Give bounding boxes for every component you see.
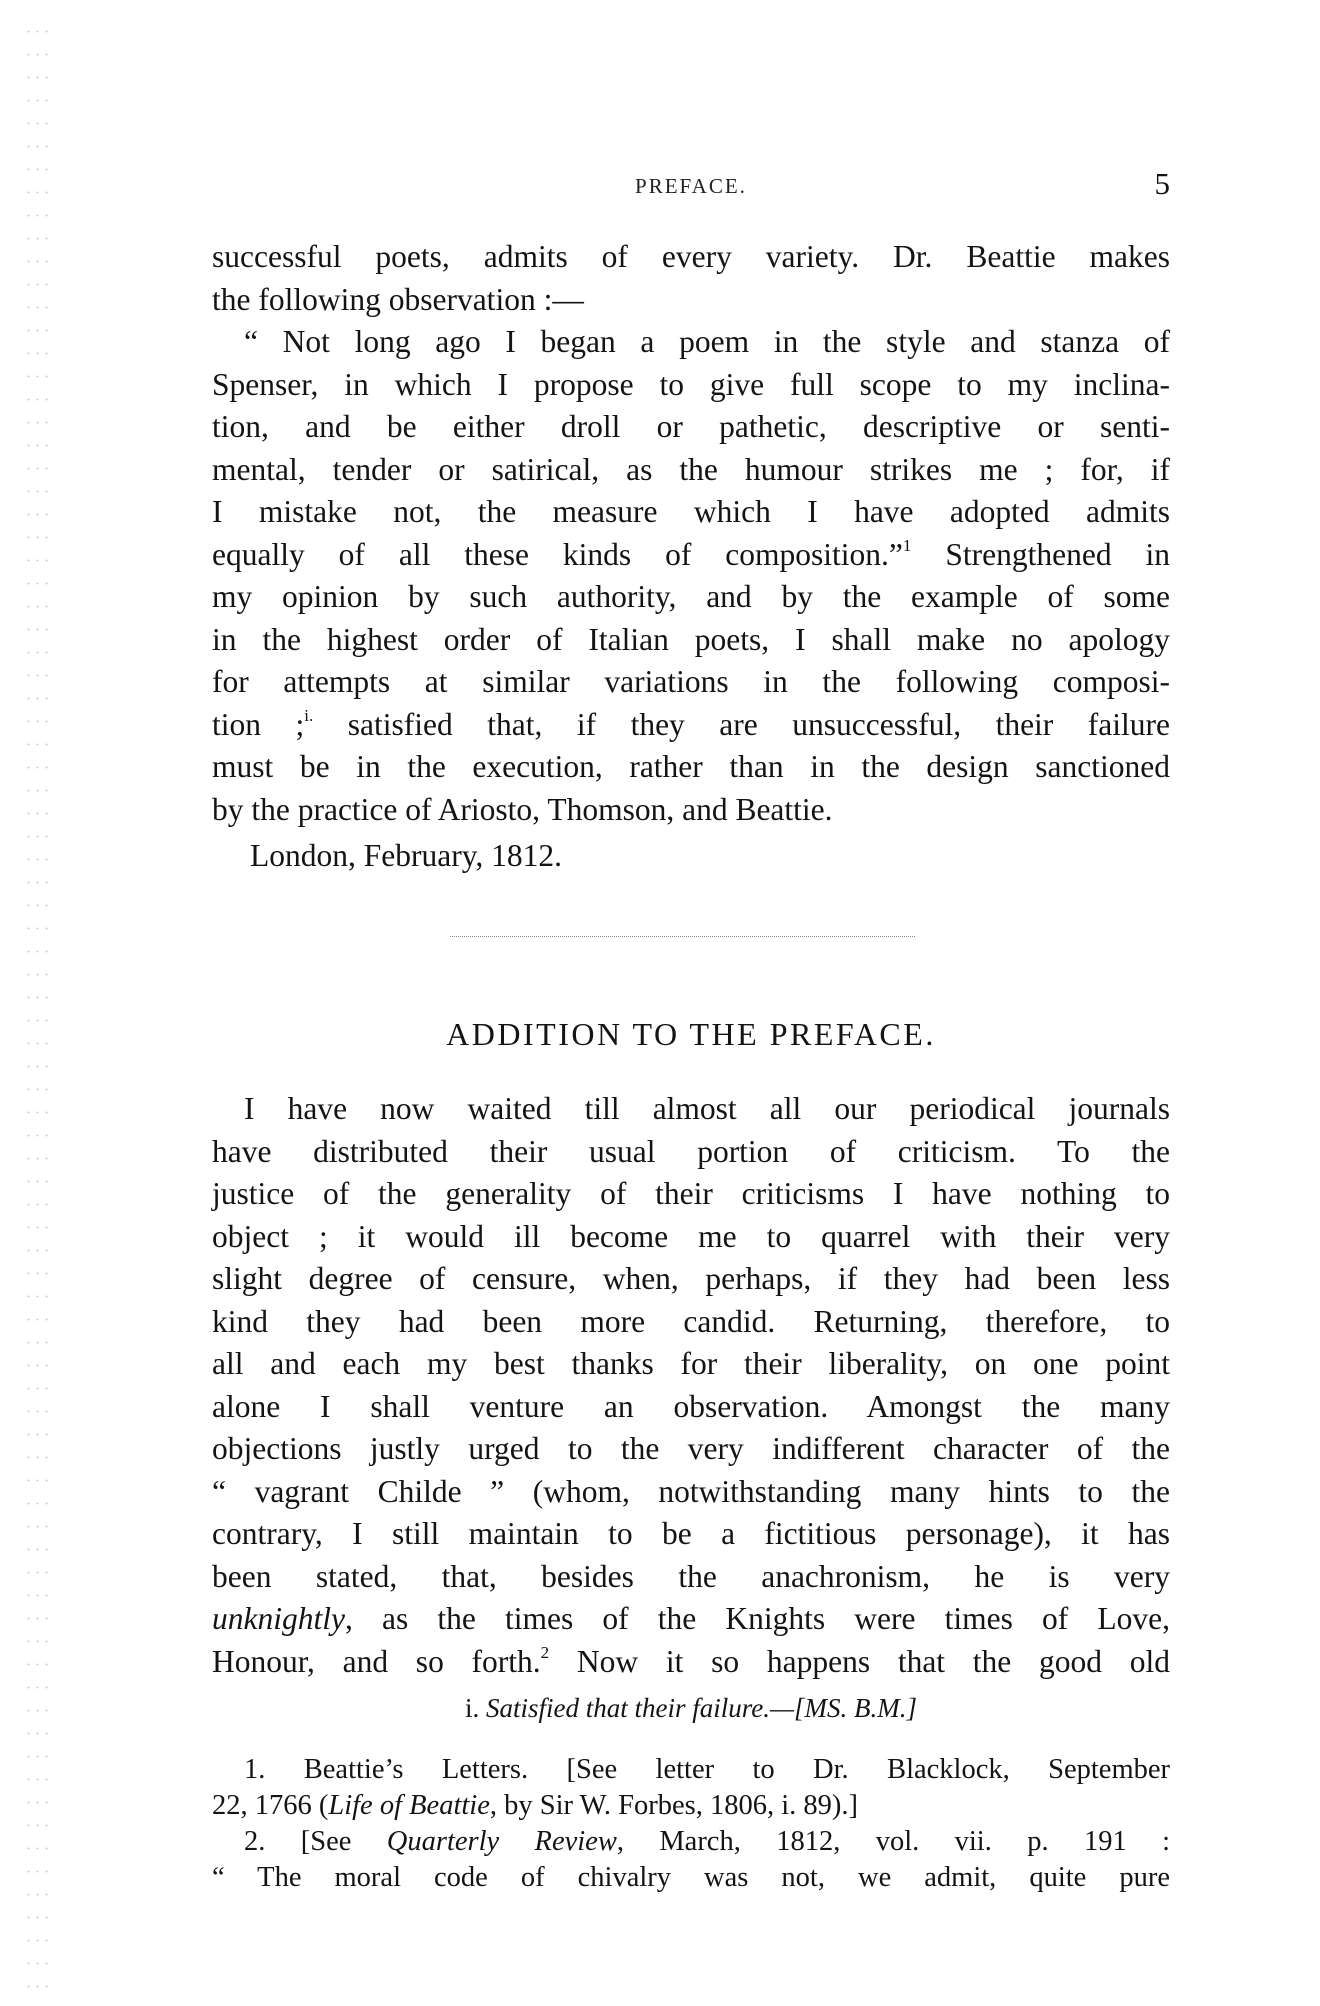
text-fragment: , as the times of the Knights were times of Love, — [344, 1601, 1170, 1636]
text-fragment: 22, 1766 ( — [212, 1790, 329, 1821]
quote-line: mental, tender or satirical, as the humour strikes me ; for, if — [212, 451, 1170, 487]
footnote-2-line — [212, 1824, 1170, 1860]
text-fragment: satisfied that, if they are unsuccessful, their failure — [347, 706, 1170, 742]
signoff: London, February, 1812. — [250, 838, 563, 873]
text-fragment: Strengthened in — [945, 536, 1171, 572]
quote-line — [212, 534, 1170, 577]
text-line: successful poets, admits of every variety. Dr. Beattie makes — [212, 239, 1170, 274]
journal-title: Quarterly Review — [386, 1826, 617, 1857]
text-line: the following observation :— — [212, 281, 584, 317]
text-line — [212, 1598, 1170, 1641]
footnote-ref-2[interactable]: 2 — [540, 1642, 550, 1662]
section-heading: ADDITION TO THE PREFACE. — [446, 1016, 936, 1052]
text-line: have distributed their usual portion of criticism. To the — [212, 1133, 1170, 1169]
text-line — [212, 704, 1170, 747]
text-fragment: Honour, and so forth. — [212, 1643, 541, 1679]
quote-line: I mistake not, the measure which I have adopted admits — [212, 494, 1170, 529]
text-line: for attempts at similar variations in the following composi- — [212, 664, 1170, 699]
footnote-1-line: 1. Beattie’s Letters. [See letter to Dr. Blacklock, September — [244, 1754, 1170, 1785]
quote-line: tion, and be either droll or pathetic, descriptive or senti- — [212, 409, 1170, 444]
text-line: alone I shall venture an observation. Amongst the many — [212, 1388, 1170, 1424]
book-title: Life of Beattie — [328, 1790, 490, 1821]
scan-margin-noise — [24, 20, 54, 2000]
running-title: PREFACE. — [635, 174, 747, 198]
text-fragment: , March, 1812, vol. vii. p. 191 : — [616, 1826, 1170, 1857]
page-number: 5 — [1154, 166, 1170, 201]
text-line: been stated, that, besides the anachronism, he is very — [212, 1558, 1170, 1594]
footnotes — [212, 1752, 1170, 1896]
manuscript-variant-note — [212, 1693, 1170, 1724]
text-line: contrary, I still maintain to be a fictitious personage), it has — [212, 1516, 1170, 1551]
text-line: object ; it would ill become me to quarrel with their very — [212, 1218, 1170, 1254]
text-line: must be in the execution, rather than in the design sanctioned — [212, 749, 1170, 784]
text-line: in the highest order of Italian poets, I shall make no apology — [212, 621, 1170, 657]
text-line: all and each my best thanks for their liberality, on one point — [212, 1346, 1170, 1381]
text-fragment: tion ; — [212, 706, 305, 742]
text-line: “ vagrant Childe ” (whom, notwithstanding many hints to the — [212, 1473, 1170, 1509]
quote-end-text: equally of all these kinds of composition.” — [212, 536, 903, 572]
italic-word: unknightly — [212, 1601, 345, 1636]
text-line: I have now waited till almost all our periodical journals — [244, 1091, 1170, 1126]
text-fragment: , by Sir W. Forbes, 1806, i. 89).] — [489, 1790, 858, 1821]
footnote-2-line: “ The moral code of chivalry was not, we admit, quite pure — [212, 1862, 1170, 1893]
section-separator — [450, 936, 915, 937]
addition-body — [212, 1088, 1170, 1683]
text-line: kind they had been more candid. Returning, therefore, to — [212, 1303, 1170, 1339]
note-text: Satisfied that their failure.—[MS. B.M.] — [486, 1693, 917, 1723]
footnote-ref-i[interactable]: i. — [304, 705, 314, 725]
text-line: by the practice of Ariosto, Thomson, and Beattie. — [212, 791, 833, 827]
running-head — [212, 166, 1170, 206]
note-marker: i. — [464, 1693, 480, 1723]
text-line: objections justly urged to the very indifferent character of the — [212, 1431, 1170, 1466]
quote-line: Spenser, in which I propose to give full scope to my inclina- — [212, 366, 1170, 402]
text-line — [212, 1641, 1170, 1684]
preface-body — [212, 236, 1170, 878]
footnote-ref-1[interactable]: 1 — [902, 535, 912, 555]
text-fragment: Now it so happens that the good old — [576, 1643, 1171, 1679]
quote-line: “ Not long ago I began a poem in the style and stanza of — [244, 324, 1170, 359]
text-line: slight degree of censure, when, perhaps, if they had been less — [212, 1261, 1170, 1296]
text-line: justice of the generality of their criticisms I have nothing to — [212, 1176, 1170, 1211]
footnote-1-line — [212, 1788, 1170, 1824]
text-fragment: 2. [See — [244, 1826, 387, 1857]
text-line: my opinion by such authority, and by the example of some — [212, 579, 1170, 614]
